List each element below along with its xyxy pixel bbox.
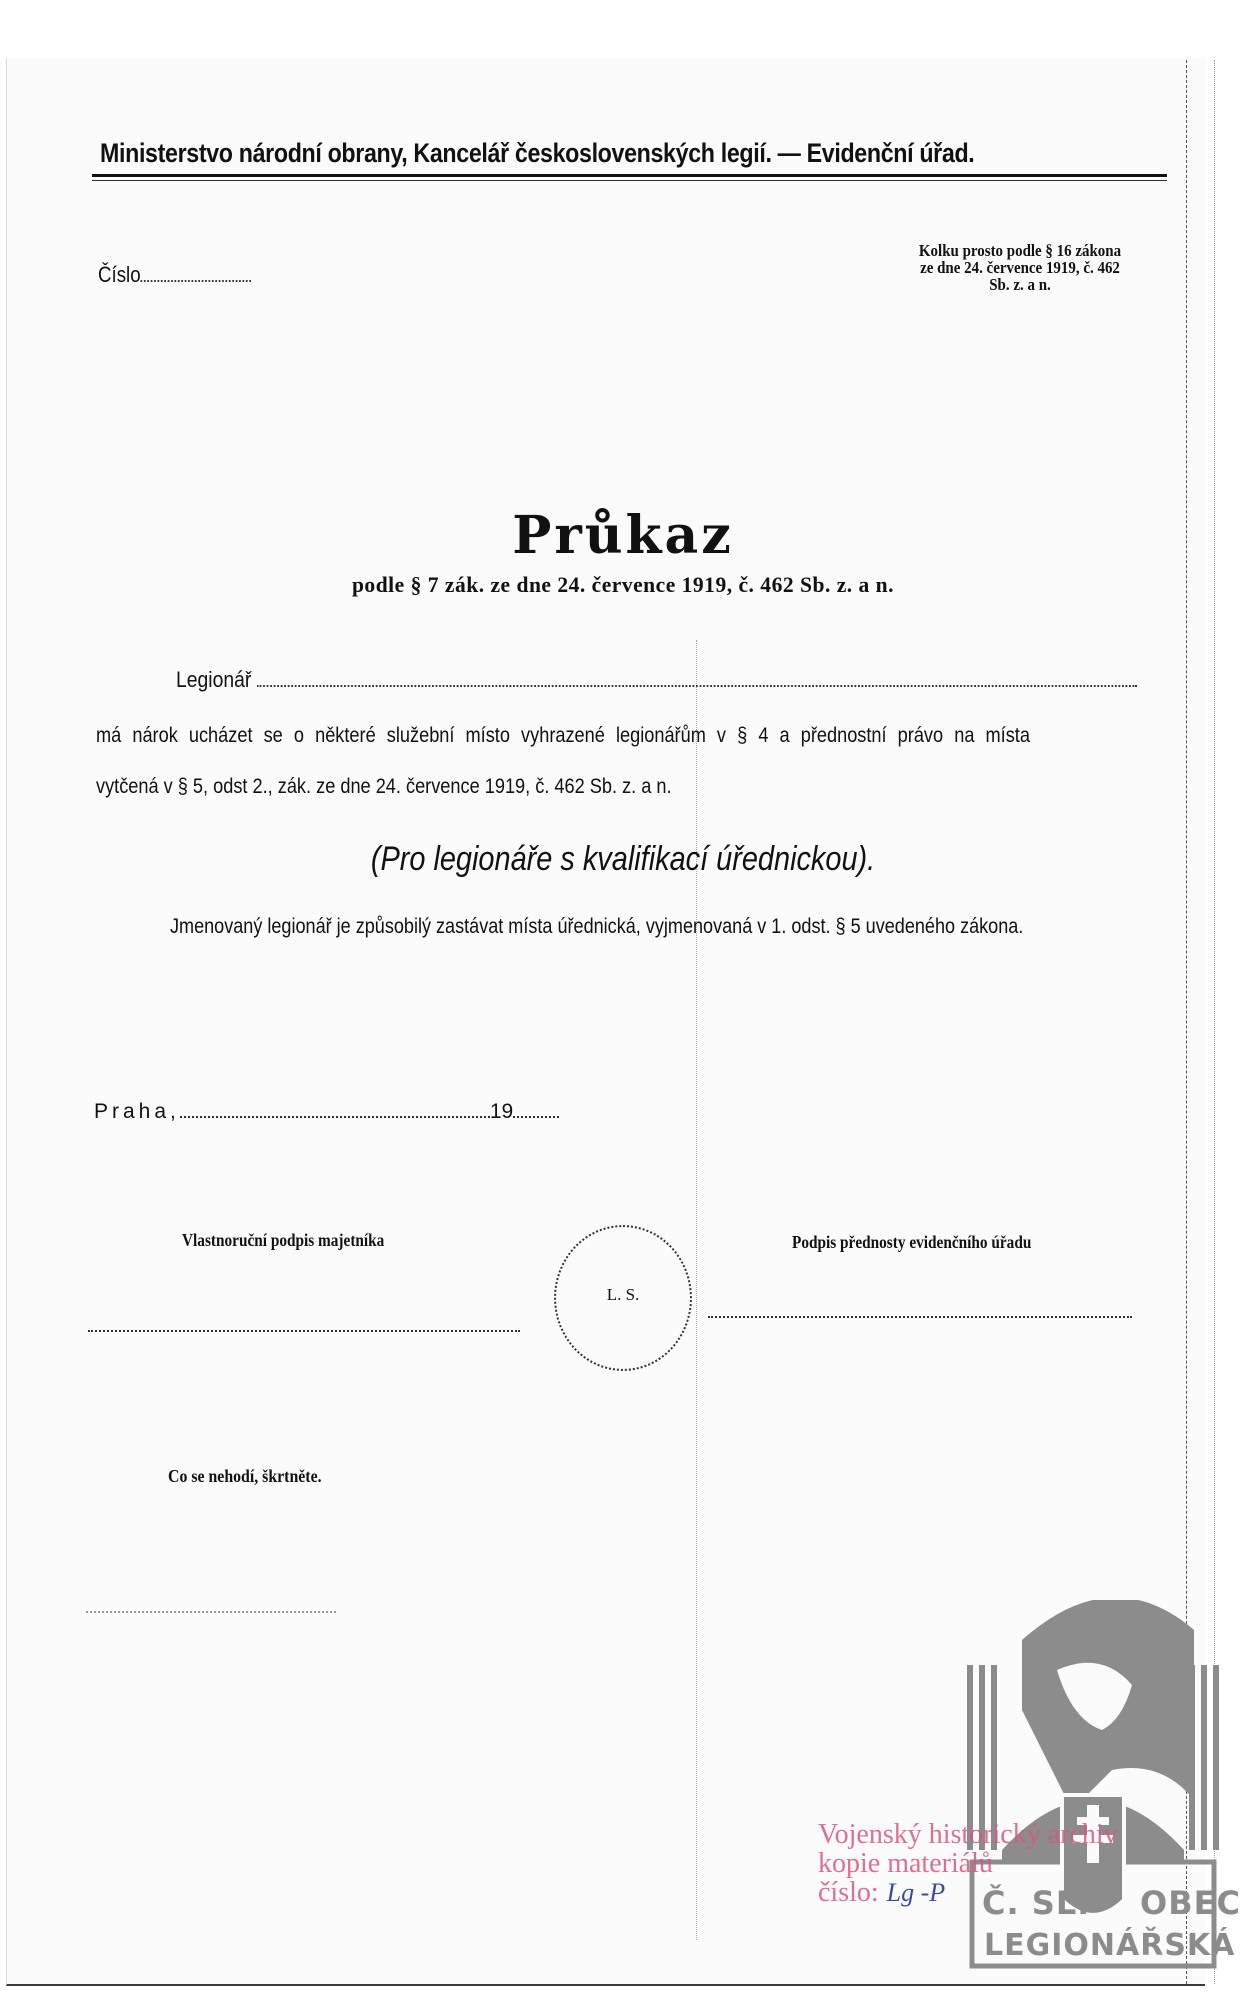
stamp-duty-line-3: Sb. z. a n. xyxy=(989,275,1051,294)
date-dotted-line[interactable] xyxy=(180,1116,490,1118)
header-rule-thin xyxy=(92,180,1167,181)
qualification-heading: (Pro legionáře s kvalifikací úřednickou). xyxy=(370,840,876,878)
body-text-line-2: vytčená v § 5, odst 2., zák. ze dne 24. července 1919, č. 462 Sb. z. a n. xyxy=(96,775,672,798)
archive-stamp-line-2: kopie materiálů xyxy=(818,1848,993,1879)
archive-stamp-number-label: číslo: xyxy=(818,1877,879,1908)
date-line[interactable] xyxy=(94,1100,559,1124)
logo-text-right: OBEC xyxy=(1140,1884,1241,1922)
qualification-statement: Jmenovaný legionář je způsobilý zastávat místa úřednická, vyjmenovaná v 1. odst. § 5 uvedeného zákona. xyxy=(170,915,1024,938)
ministry-header: Ministerstvo národní obrany, Kancelář československých legií. — Evidenční úřad. xyxy=(100,138,975,168)
office-head-signature-label: Podpis přednosty evidenčního úřadu xyxy=(792,1232,1032,1252)
seal-circle xyxy=(554,1225,692,1371)
owner-signature-line[interactable] xyxy=(88,1330,520,1332)
body-text-line-1: má nárok ucházet se o některé služební místo vyhrazené legionářům v § 4 a přednostní právo na místa xyxy=(96,724,1030,747)
year-dotted-line[interactable] xyxy=(513,1116,559,1118)
document-title: Průkaz xyxy=(512,505,734,566)
number-label: Číslo xyxy=(98,262,141,287)
legionnaire-label: Legionář xyxy=(176,667,252,692)
document-subtitle: podle § 7 zák. ze dne 24. července 1919, č. 462 Sb. z. a n. xyxy=(351,572,895,597)
stamp-duty-note xyxy=(888,242,1152,293)
place-label: Praha, xyxy=(94,1100,180,1123)
archive-stamp-number-handwritten: Lg -P xyxy=(886,1878,946,1907)
legionnaire-dotted-line[interactable] xyxy=(257,685,1137,687)
strike-out-note: Co se nehodí, škrtněte. xyxy=(168,1466,322,1486)
number-field[interactable] xyxy=(98,262,251,288)
archive-stamp-line-1: Vojenský historický archiv xyxy=(818,1819,1118,1850)
office-head-signature-line[interactable] xyxy=(708,1316,1132,1318)
faded-dotted-line xyxy=(86,1611,336,1613)
number-dotted-line[interactable] xyxy=(141,280,252,282)
year-prefix: 19 xyxy=(489,1100,514,1123)
header-rule-thick xyxy=(92,174,1167,177)
fold-line xyxy=(696,640,697,1940)
logo-text-left: Č. SL. xyxy=(982,1884,1091,1922)
logo-text-line-2: LEGIONÁŘSKÁ xyxy=(984,1928,1236,1963)
stamp-duty-line-1: Kolku prosto podle § 16 zákona xyxy=(918,241,1122,260)
seal-label: L. S. xyxy=(606,1285,640,1304)
archive-stamp xyxy=(818,1820,1118,1907)
stamp-duty-line-2: ze dne 24. července 1919, č. 462 xyxy=(920,258,1120,277)
owner-signature-label: Vlastnoruční podpis majetníka xyxy=(182,1230,385,1250)
legionnaire-field[interactable] xyxy=(176,667,1047,693)
